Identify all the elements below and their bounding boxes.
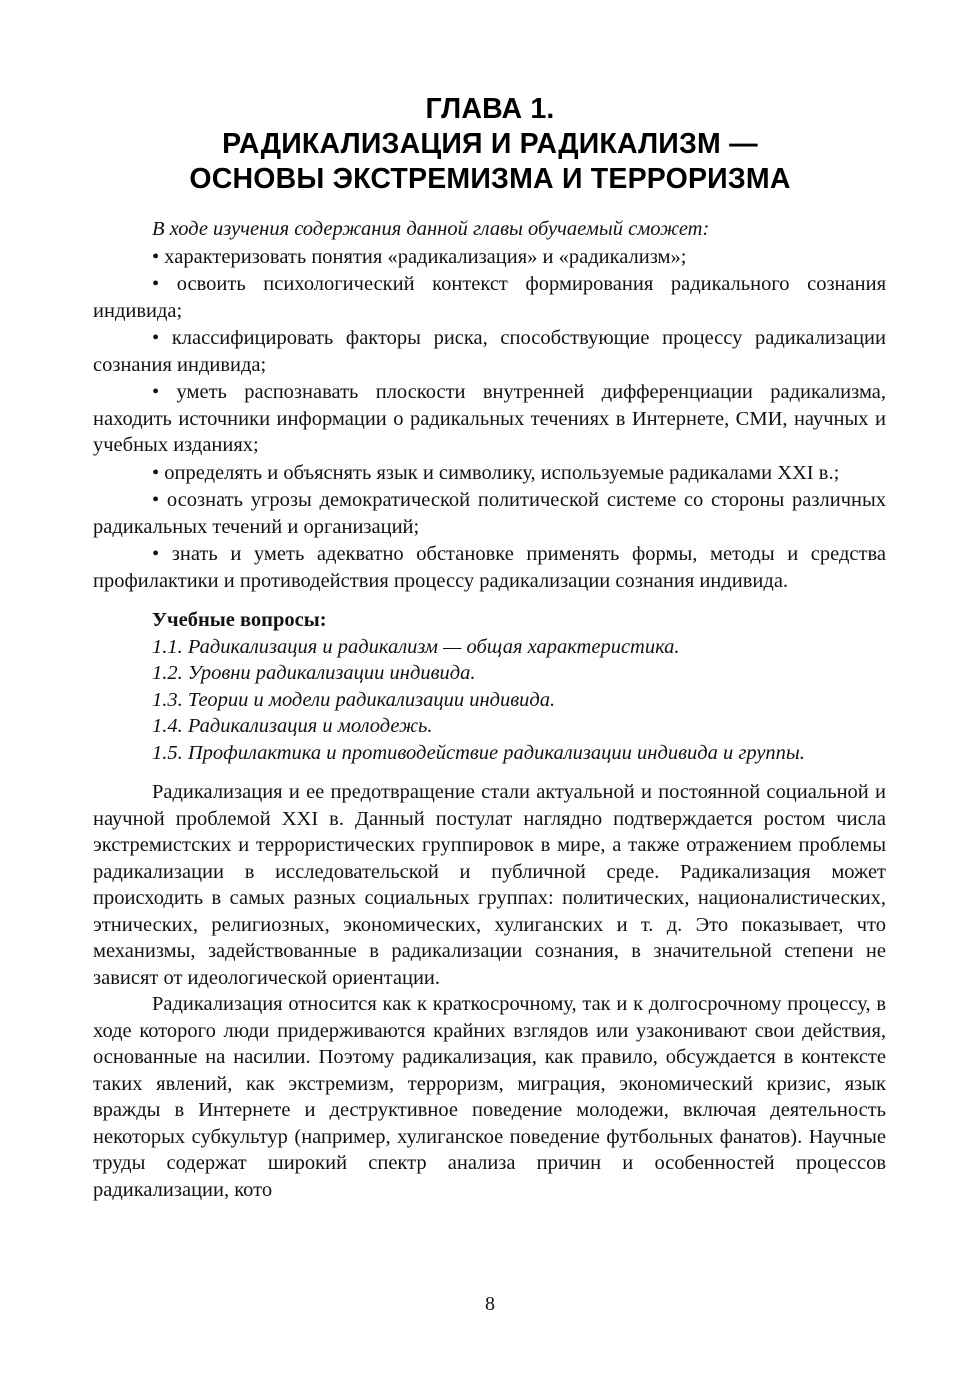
chapter-number: ГЛАВА 1. — [425, 93, 555, 125]
page-number: 8 — [485, 1293, 495, 1315]
study-questions-title: Учебные вопросы: — [152, 609, 327, 631]
page-body — [93, 216, 886, 1203]
study-question: 1.2. Уровни радикализации индивида. — [152, 662, 476, 684]
learning-objective: • осознать угрозы демократической политической системе со стороны различных радикальных течений и организаций; — [93, 489, 886, 538]
chapter-title-line: ОСНОВЫ ЭКСТРЕМИЗМА И ТЕРРОРИЗМА — [189, 163, 791, 195]
study-question: 1.3. Теории и модели радикализации индивида. — [152, 688, 556, 711]
learning-objective: • характеризовать понятия «радикализация» и «радикализм»; — [152, 245, 687, 268]
learning-objective: • знать и уметь адекватно обстановке применять формы, методы и средства профилактики и противодействия процессу радикализации сознания индивида. — [93, 543, 886, 592]
body-paragraph: Радикализация и ее предотвращение стали актуальной и постоянной социальной и научной проблемой XXI в. Данный постулат наглядно подтверждается ростом числа экстремистских и террористических группировок в мире, а также отражением проблемы радикализации в исследовательской и публичной среде. Радикализация может происходить в самых разных социальных группах: политических, националистических, этнических, религиозных, экономических, хулиганских и т. д. Это показывает, что механизмы, задействованные в радикализации сознания, в значительной степени не зависят от идеологической ориентации. — [93, 781, 886, 989]
study-question: 1.5. Профилактика и противодействие радикализации индивида и группы. — [152, 741, 805, 764]
study-questions — [93, 607, 886, 766]
learning-objective: • классифицировать факторы риска, способствующие процессу радикализации сознания индивида; — [93, 327, 886, 376]
study-question: 1.1. Радикализация и радикализм — общая характеристика. — [152, 635, 680, 658]
learning-objectives-lead: В ходе изучения содержания данной главы обучаемый сможет: — [152, 218, 710, 240]
learning-objective: • освоить психологический контекст формирования радикального сознания индивида; — [93, 273, 886, 322]
study-question: 1.4. Радикализация и молодежь. — [152, 715, 433, 737]
chapter-heading — [93, 92, 887, 197]
chapter-title-line: РАДИКАЛИЗАЦИЯ И РАДИКАЛИЗМ — — [222, 128, 758, 160]
learning-objective: • определять и объяснять язык и символику, используемые радикалами XXI в.; — [152, 461, 840, 484]
body-paragraph: Радикализация относится как к краткосрочному, так и к долгосрочному процессу, в ходе которого люди придерживаются крайних взглядов или узаконивают свои действия, основанные на насилии. Поэтому радикализация, как правило, обсуждается в контексте таких явлений, как экстремизм, терроризм, миграция, экономический кризис, язык вражды в Интернете и деструктивное поведение молодежи, включая деятельность некоторых субкультур (например, хулиганское поведение футбольных фанатов). Научные труды содержат широкий спектр анализа причин и особенностей процессов радикализации, кото — [93, 993, 886, 1201]
main-text — [93, 779, 886, 1203]
learning-objective: • уметь распознавать плоскости внутренней дифференциации радикализма, находить источники информации о радикальных течениях в Интернете, СМИ, научных и учебных изданиях; — [93, 381, 886, 456]
